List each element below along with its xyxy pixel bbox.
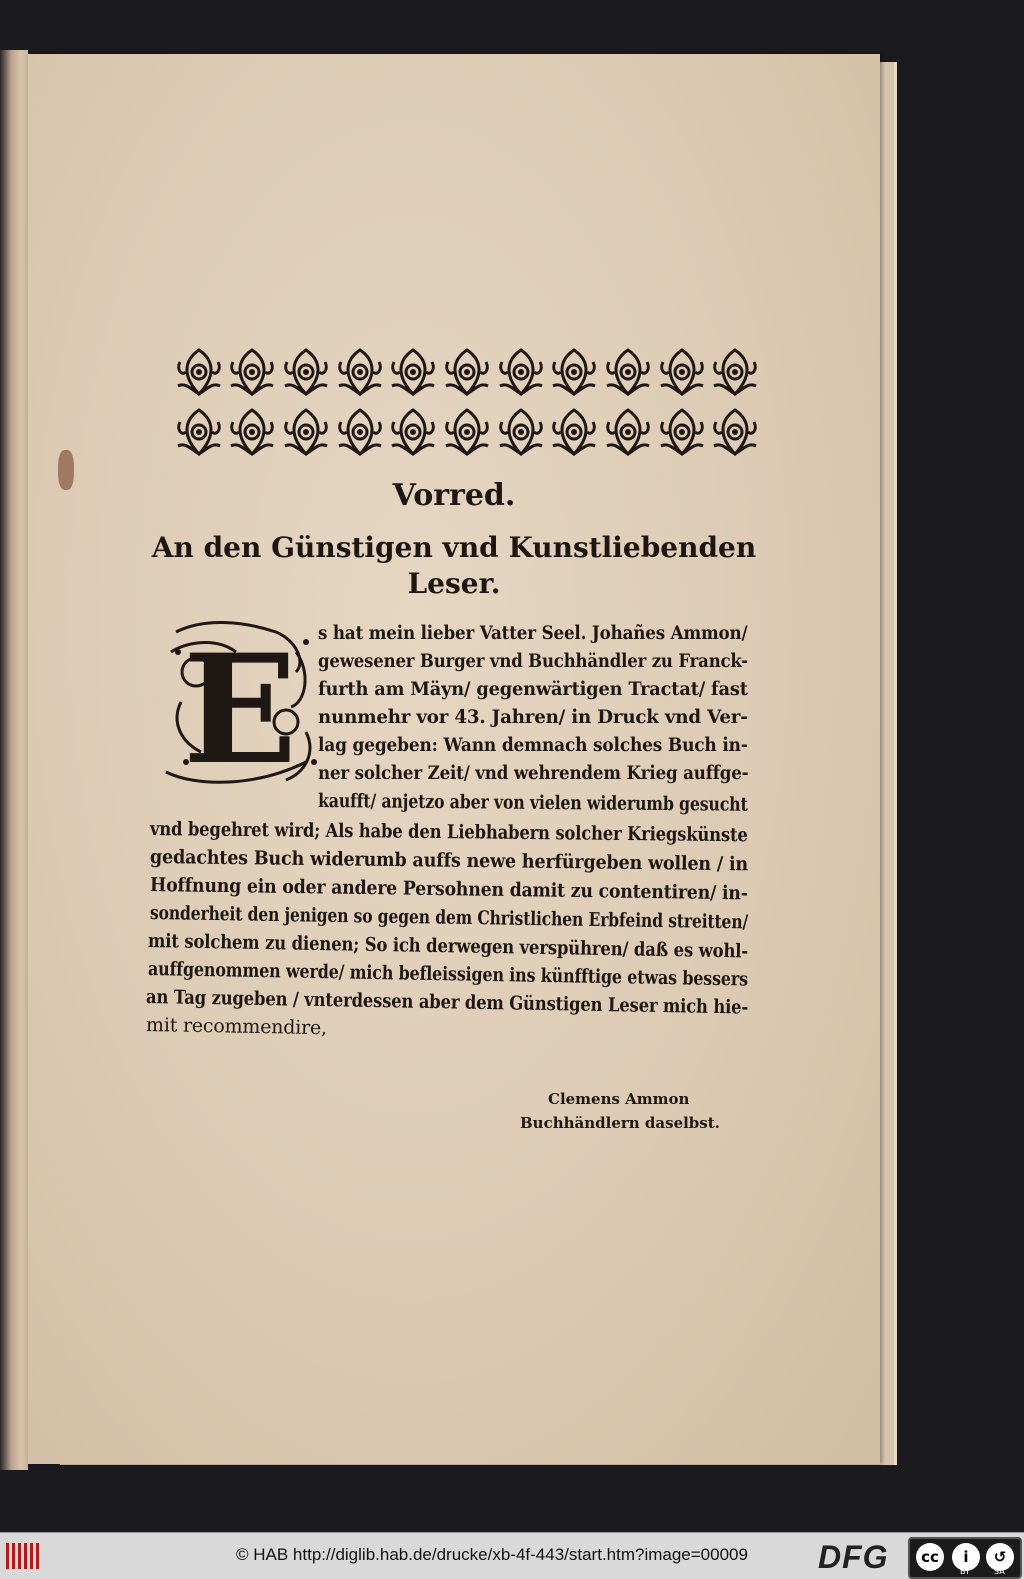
fleuron-icon xyxy=(442,406,492,462)
fleuron-icon xyxy=(281,346,331,402)
page-subheading xyxy=(28,530,880,602)
cc-license-badge[interactable] xyxy=(908,1537,1022,1579)
fleuron-icon xyxy=(549,346,599,402)
ornamental-headpiece xyxy=(172,344,762,464)
signature-name: Clemens Ammon xyxy=(548,1090,690,1108)
dfg-logo: DFG xyxy=(818,1539,889,1575)
body-line: ner solcher Zeit/ vnd wehrendem Krieg auffge- xyxy=(318,762,749,784)
body-line: sonderheit den jenigen so gegen dem Christlichen Erbfeind streitten/ xyxy=(149,902,749,934)
fleuron-icon xyxy=(227,346,277,402)
initial-letter: E xyxy=(182,622,298,788)
sa-icon: ↺ xyxy=(986,1543,1014,1571)
fleuron-icon xyxy=(388,346,438,402)
fleuron-icon xyxy=(442,346,492,402)
fleuron-icon xyxy=(603,346,653,402)
body-line: nunmehr vor 43. Jahren/ in Druck vnd Ver- xyxy=(318,706,748,728)
fleuron-icon xyxy=(549,406,599,462)
body-line: mit recommendire, xyxy=(145,1014,328,1040)
fleuron-icon xyxy=(281,406,331,462)
body-line: lag gegeben: Wann demnach solches Buch in- xyxy=(318,734,748,756)
body-line: furth am Mäyn/ gegenwärtigen Tractat/ fast xyxy=(318,678,748,700)
previous-page-edge xyxy=(0,50,28,1470)
fleuron-icon xyxy=(496,346,546,402)
page-heading: Vorred. xyxy=(392,478,516,513)
subheading-line-1: An den Günstigen vnd Kunstliebenden xyxy=(151,531,757,564)
fleuron-icon xyxy=(335,346,385,402)
signature-title: Buchhändlern daselbst. xyxy=(520,1114,720,1132)
fleuron-icon xyxy=(710,406,760,462)
fleuron-icon xyxy=(335,406,385,462)
body-line: vnd begehret wird; Als habe den Liebhabern solcher Kriegskünste xyxy=(149,818,748,847)
fleuron-icon xyxy=(603,406,653,462)
body-line: auffgenommen werde/ mich befleissigen ins künfftige etwas bessers xyxy=(147,958,749,991)
body-line: kaufft/ anjetzo aber von vielen widerumb gesucht xyxy=(317,790,748,816)
body-line: an Tag zugeben / vnterdessen aber dem Günstigen Leser mich hie- xyxy=(145,986,749,1019)
sa-label: SA xyxy=(994,1567,1005,1576)
body-line: gewesener Burger vnd Buchhändler zu Franck- xyxy=(318,650,748,672)
fleuron-icon xyxy=(174,406,224,462)
body-line: Hoffnung ein oder andere Persohnen damit zu contentiren/ in- xyxy=(149,874,748,905)
fleuron-icon xyxy=(657,406,707,462)
fleuron-icon xyxy=(388,406,438,462)
fleuron-icon xyxy=(657,346,707,402)
decorated-initial-icon xyxy=(156,612,324,788)
subheading-line-2: Leser. xyxy=(407,567,501,600)
fleuron-icon xyxy=(496,406,546,462)
credit-link[interactable]: © HAB http://diglib.hab.de/drucke/xb-4f-443/start.htm?image=00009 xyxy=(236,1545,748,1564)
by-icon: i xyxy=(952,1543,980,1571)
cc-icon: cc xyxy=(916,1543,944,1571)
fleuron-icon xyxy=(174,346,224,402)
body-line: s hat mein lieber Vatter Seel. Johañes Ammon/ xyxy=(318,622,748,644)
body-line: gedachtes Buch widerumb auffs newe herfürgeben wollen / in xyxy=(149,846,749,876)
fleuron-icon xyxy=(710,346,760,402)
by-label: BY xyxy=(960,1567,970,1576)
body-line: mit solchem zu dienen; So ich derwegen verspühren/ daß es wohl- xyxy=(147,930,749,963)
footer-bar xyxy=(0,1532,1024,1579)
library-barcode-icon xyxy=(6,1543,40,1569)
fleuron-icon xyxy=(227,406,277,462)
